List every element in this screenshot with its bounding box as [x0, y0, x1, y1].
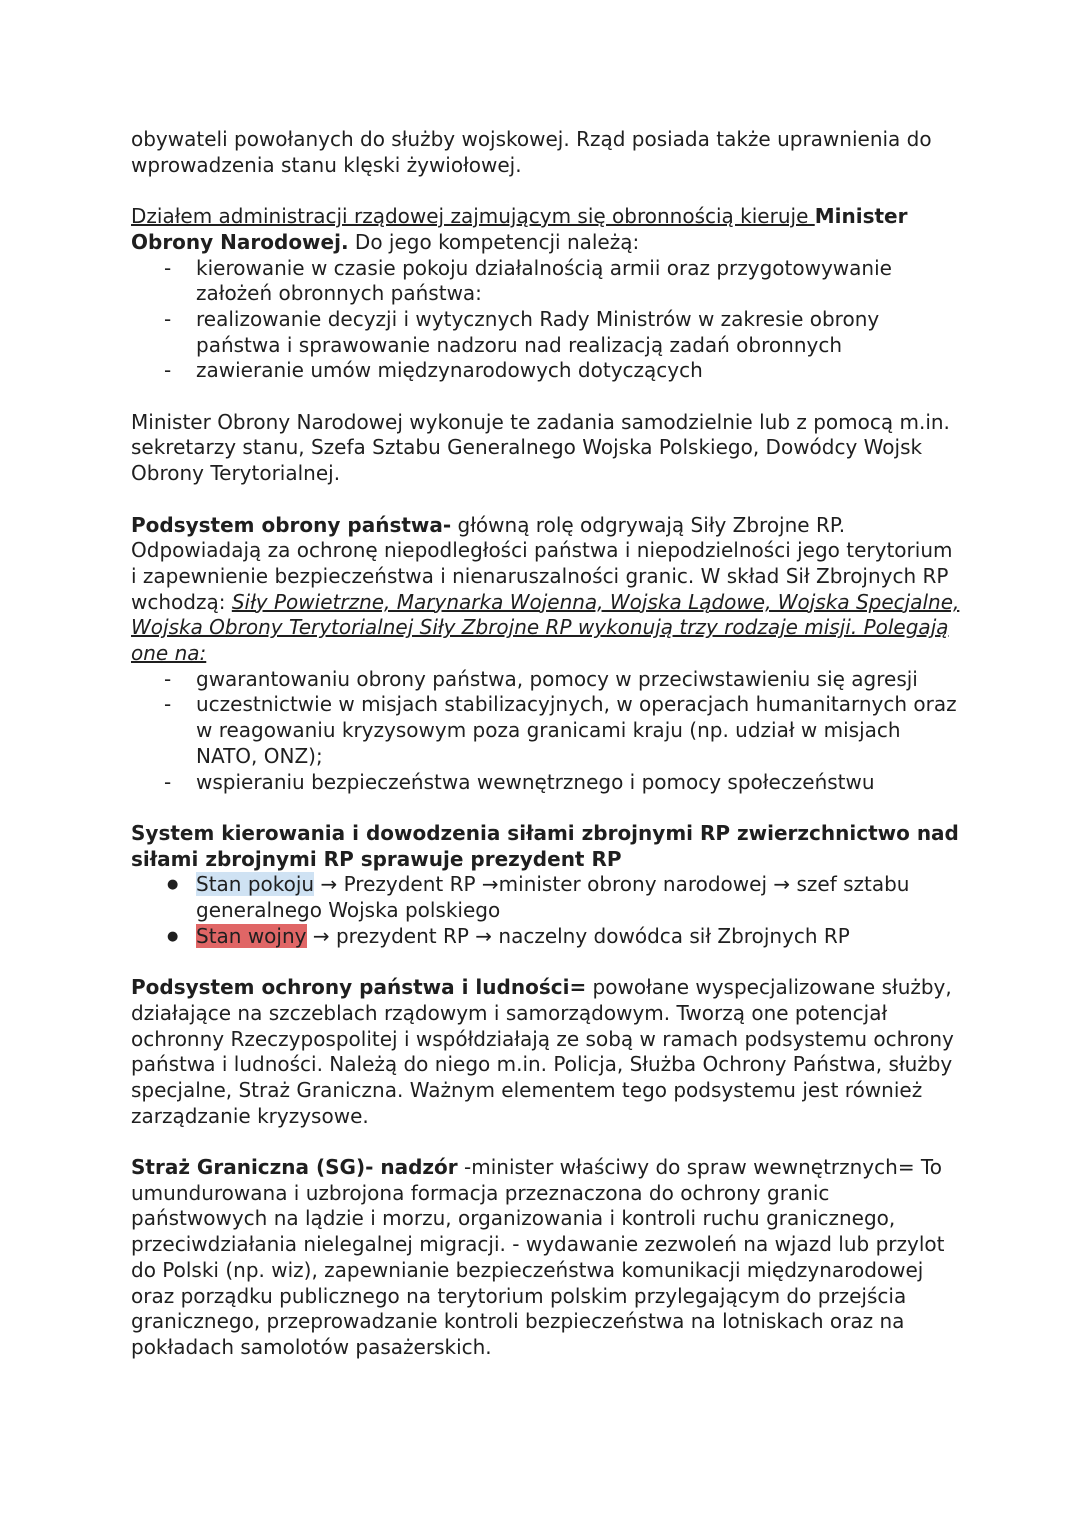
protection-paragraph	[131, 975, 961, 1129]
war-chain-text: → prezydent RP → naczelny dowódca sił Zbrojnych RP	[306, 923, 850, 948]
defense-italic-text: Siły Powietrzne, Marynarka Wojenna, Wojska Lądowe, Wojska Specjalne, Wojska Obrony Terytorialnej Siły Zbrojne RP wykonują trzy rodzaje misji. Polegają one na:	[131, 589, 960, 666]
mon-competence-list	[131, 256, 961, 385]
mon-paragraph	[131, 204, 961, 255]
war-highlight: Stan wojny	[196, 923, 307, 948]
protection-text: powołane wyspecjalizowane służby, działające na szczeblach rządowym i samorządowym. Tworzą one potencjał ochronny Rzeczypospolitej i współdziałają ze sobą w ramach podsystemu ochrony państwa i ludności. Należą do niego m.in. Policja, Służba Ochrony Państwa, służby specjalne, Straż Graniczna. Ważnym elementem tego podsystemu jest również zarządzanie kryzysowe.	[131, 975, 954, 1128]
list-item: - zawieranie umów międzynarodowych dotyczących	[131, 358, 961, 384]
list-item: - realizowanie decyzji i wytycznych Rady Ministrów w zakresie obrony państwa i sprawowanie nadzoru nad realizacją zadań obronnych	[131, 307, 961, 358]
border-text: -minister właściwy do spraw wewnętrznych= To umundurowana i uzbrojona formacja przeznaczona do ochrony granic państwowych na lądzie i morzu, organizowania i kontroli ruchu granicznego, przeciwdziałania nielegalnej migracji. - wydawanie zezwoleń na wjazd lub przylot do Polski (np. wiz), zapewnianie bezpieczeństwa komunikacji międzynarodowej oraz porządku publicznego na terytorium polskim przylegającym do przejścia granicznego, przeprowadzanie kontroli bezpieczeństwa na lotniskach oraz na pokładach samolotów pasażerskich.	[131, 1155, 945, 1359]
defense-bold-title: Podsystem obrony państwa-	[131, 512, 452, 537]
command-chain-list	[131, 872, 961, 949]
defense-mission-list	[131, 667, 961, 796]
command-heading	[131, 821, 961, 872]
peace-highlight: Stan pokoju	[196, 872, 315, 897]
intro-paragraph: obywateli powołanych do służby wojskowej. Rząd posiada także uprawnienia do wprowadzenia stanu klęski żywiołowej.	[131, 127, 932, 177]
protection-bold-title: Podsystem ochrony państwa i ludności=	[131, 975, 587, 1000]
list-item: - uczestnictwie w misjach stabilizacyjnych, w operacjach humanitarnych oraz w reagowaniu kryzysowym poza granicami kraju (np. udział w misjach NATO, ONZ);	[131, 692, 961, 769]
list-item: - gwarantowaniu obrony państwa, pomocy w przeciwstawieniu się agresji	[131, 667, 961, 693]
document-page	[131, 127, 961, 1361]
defense-paragraph	[131, 513, 961, 667]
peace-chain-text: → Prezydent RP →minister obrony narodowej → szef sztabu generalnego Wojska polskiego	[196, 872, 910, 923]
command-heading-text: System kierowania i dowodzenia siłami zbrojnymi RP zwierzchnictwo nad siłami zbrojnymi RP sprawuje prezydent RP	[131, 820, 959, 871]
mon-underlined-text: Działem administracji rządowej zajmującym się obronnością kieruje	[131, 204, 815, 229]
list-item: - wspieraniu bezpieczeństwa wewnętrznego i pomocy społeczeństwu	[131, 770, 961, 796]
list-item-war	[131, 924, 961, 950]
border-bold-title: Straż Graniczna (SG)- nadzór	[131, 1155, 458, 1180]
mon-tasks-paragraph: Minister Obrony Narodowej wykonuje te zadania samodzielnie lub z pomocą m.in. sekretarzy stanu, Szefa Sztabu Generalnego Wojska Polskiego, Dowódcy Wojsk Obrony Terytorialnej.	[131, 409, 950, 486]
list-item: - kierowanie w czasie pokoju działalnością armii oraz przygotowywanie założeń obronnych państwa:	[131, 256, 961, 307]
mon-bold-title: Minister Obrony Narodowej.	[131, 204, 908, 254]
defense-text: główną rolę odgrywają Siły Zbrojne RP. Odpowiadają za ochronę niepodległości państwa i niepodzielności jego terytorium i zapewnienie bezpieczeństwa i nienaruszalności granic. W skład Sił Zbrojnych RP wchodzą:	[131, 512, 953, 614]
list-item-peace	[131, 872, 961, 923]
mon-rest-text: Do jego kompetencji należą:	[348, 229, 640, 254]
border-guard-paragraph	[131, 1155, 961, 1361]
